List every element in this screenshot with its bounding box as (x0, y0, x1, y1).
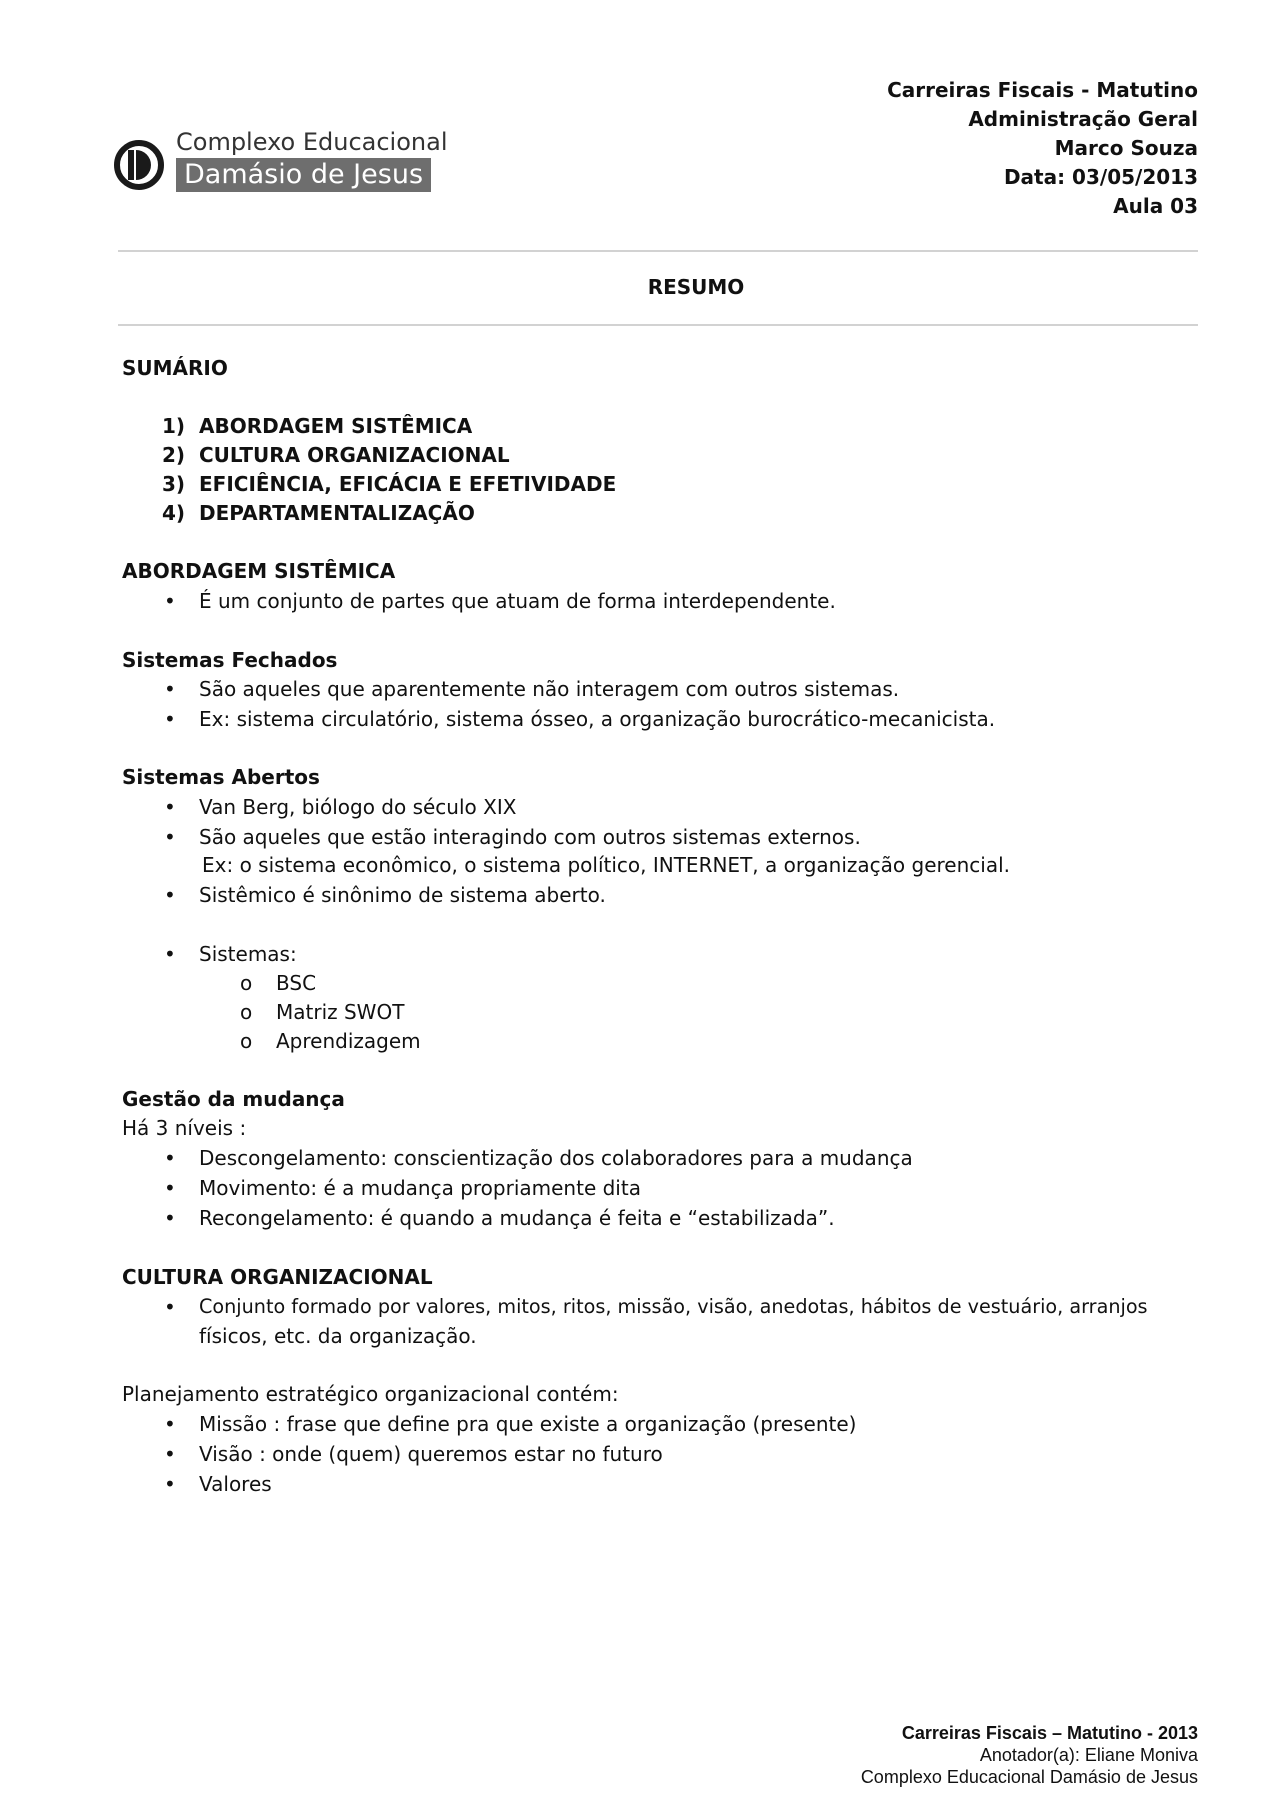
bullet-marker: • (164, 707, 176, 731)
bullet-text: Recongelamento: é quando a mudança é feita e “estabilizada”. (199, 1206, 835, 1230)
bullet-text: Van Berg, biólogo do século XIX (199, 795, 517, 819)
top-divider (118, 250, 1198, 252)
bullet-text: Visão : onde (quem) queremos estar no futuro (199, 1442, 663, 1466)
bullet-text: São aqueles que estão interagindo com outros sistemas externos. (199, 825, 861, 849)
bullet-text: Conjunto formado por valores, mitos, ritos, missão, visão, anedotas, hábitos de vestuário, arranjos (199, 1295, 1148, 1318)
page-title: RESUMO (647, 275, 745, 299)
bullet-marker: • (164, 1412, 176, 1436)
lesson-date: Data: 03/05/2013 (1003, 165, 1198, 189)
section-heading-abertos: Sistemas Abertos (122, 765, 320, 789)
page-footer (861, 1722, 1198, 1788)
summary-item: EFICIÊNCIA, EFICÁCIA E EFETIVIDADE (199, 472, 617, 496)
summary-item-number: 2) (162, 443, 186, 467)
example-text: Ex: o sistema econômico, o sistema político, INTERNET, a organização gerencial. (202, 853, 1010, 877)
section-heading-abordagem: ABORDAGEM SISTÊMICA (122, 559, 396, 583)
bullet-marker: • (164, 1295, 176, 1319)
section-heading-fechados: Sistemas Fechados (122, 648, 338, 672)
bullet-marker: • (164, 1442, 176, 1466)
section-heading-mudanca: Gestão da mudança (122, 1087, 345, 1111)
bullet-marker: • (164, 1146, 176, 1170)
bullet-marker: • (164, 883, 176, 907)
bullet-text: É um conjunto de partes que atuam de forma interdependente. (199, 589, 836, 613)
logo-text-line2: Damásio de Jesus (176, 158, 431, 192)
bullet-text: Valores (199, 1472, 272, 1496)
summary-heading: SUMÁRIO (122, 356, 228, 380)
bullet-marker: • (164, 1176, 176, 1200)
logo-text-line1: Complexo Educacional (176, 128, 448, 156)
intro-text: Planejamento estratégico organizacional contém: (122, 1382, 619, 1406)
sub-bullet-text: BSC (276, 971, 317, 995)
lesson-number: Aula 03 (1113, 194, 1198, 218)
summary-item-number: 3) (162, 472, 186, 496)
institution-logo (114, 126, 448, 196)
sub-bullet-marker: o (240, 1000, 253, 1024)
course-name: Carreiras Fiscais - Matutino (887, 78, 1198, 102)
summary-item: ABORDAGEM SISTÊMICA (199, 414, 473, 438)
bullet-text: Descongelamento: conscientização dos colaboradores para a mudança (199, 1146, 913, 1170)
logo-d-icon (114, 140, 164, 190)
teacher-name: Marco Souza (1054, 136, 1198, 160)
bullet-text-continuation: físicos, etc. da organização. (199, 1324, 477, 1348)
subject-name: Administração Geral (968, 107, 1198, 131)
section-heading-cultura: CULTURA ORGANIZACIONAL (122, 1265, 433, 1289)
footer-annotator: Anotador(a): Eliane Moniva (979, 1745, 1198, 1765)
bullet-marker: • (164, 1206, 176, 1230)
summary-item: CULTURA ORGANIZACIONAL (199, 443, 510, 467)
bullet-marker: • (164, 589, 176, 613)
sub-bullet-marker: o (240, 971, 253, 995)
bullet-text: Movimento: é a mudança propriamente dita (199, 1176, 641, 1200)
footer-course: Carreiras Fiscais – Matutino - 2013 (901, 1723, 1198, 1743)
title-divider (118, 324, 1198, 326)
footer-institution: Complexo Educacional Damásio de Jesus (860, 1767, 1198, 1787)
bullet-text: Sistêmico é sinônimo de sistema aberto. (199, 883, 606, 907)
sub-bullet-text: Aprendizagem (276, 1029, 421, 1053)
bullet-text: Ex: sistema circulatório, sistema ósseo, a organização burocrático-mecanicista. (199, 707, 996, 731)
bullet-text: Sistemas: (199, 942, 297, 966)
bullet-marker: • (164, 942, 176, 966)
bullet-marker: • (164, 795, 176, 819)
bullet-marker: • (164, 677, 176, 701)
bullet-text: Missão : frase que define pra que existe a organização (presente) (199, 1412, 857, 1436)
bullet-text: São aqueles que aparentemente não interagem com outros sistemas. (199, 677, 900, 701)
summary-item-number: 1) (162, 414, 186, 438)
bullet-marker: • (164, 1472, 176, 1496)
intro-text: Há 3 níveis : (122, 1116, 247, 1140)
sub-bullet-text: Matriz SWOT (276, 1000, 405, 1024)
bullet-marker: • (164, 825, 176, 849)
summary-item-number: 4) (162, 501, 186, 525)
header-info (887, 76, 1198, 221)
summary-item: DEPARTAMENTALIZAÇÃO (199, 501, 475, 525)
sub-bullet-marker: o (240, 1029, 253, 1053)
